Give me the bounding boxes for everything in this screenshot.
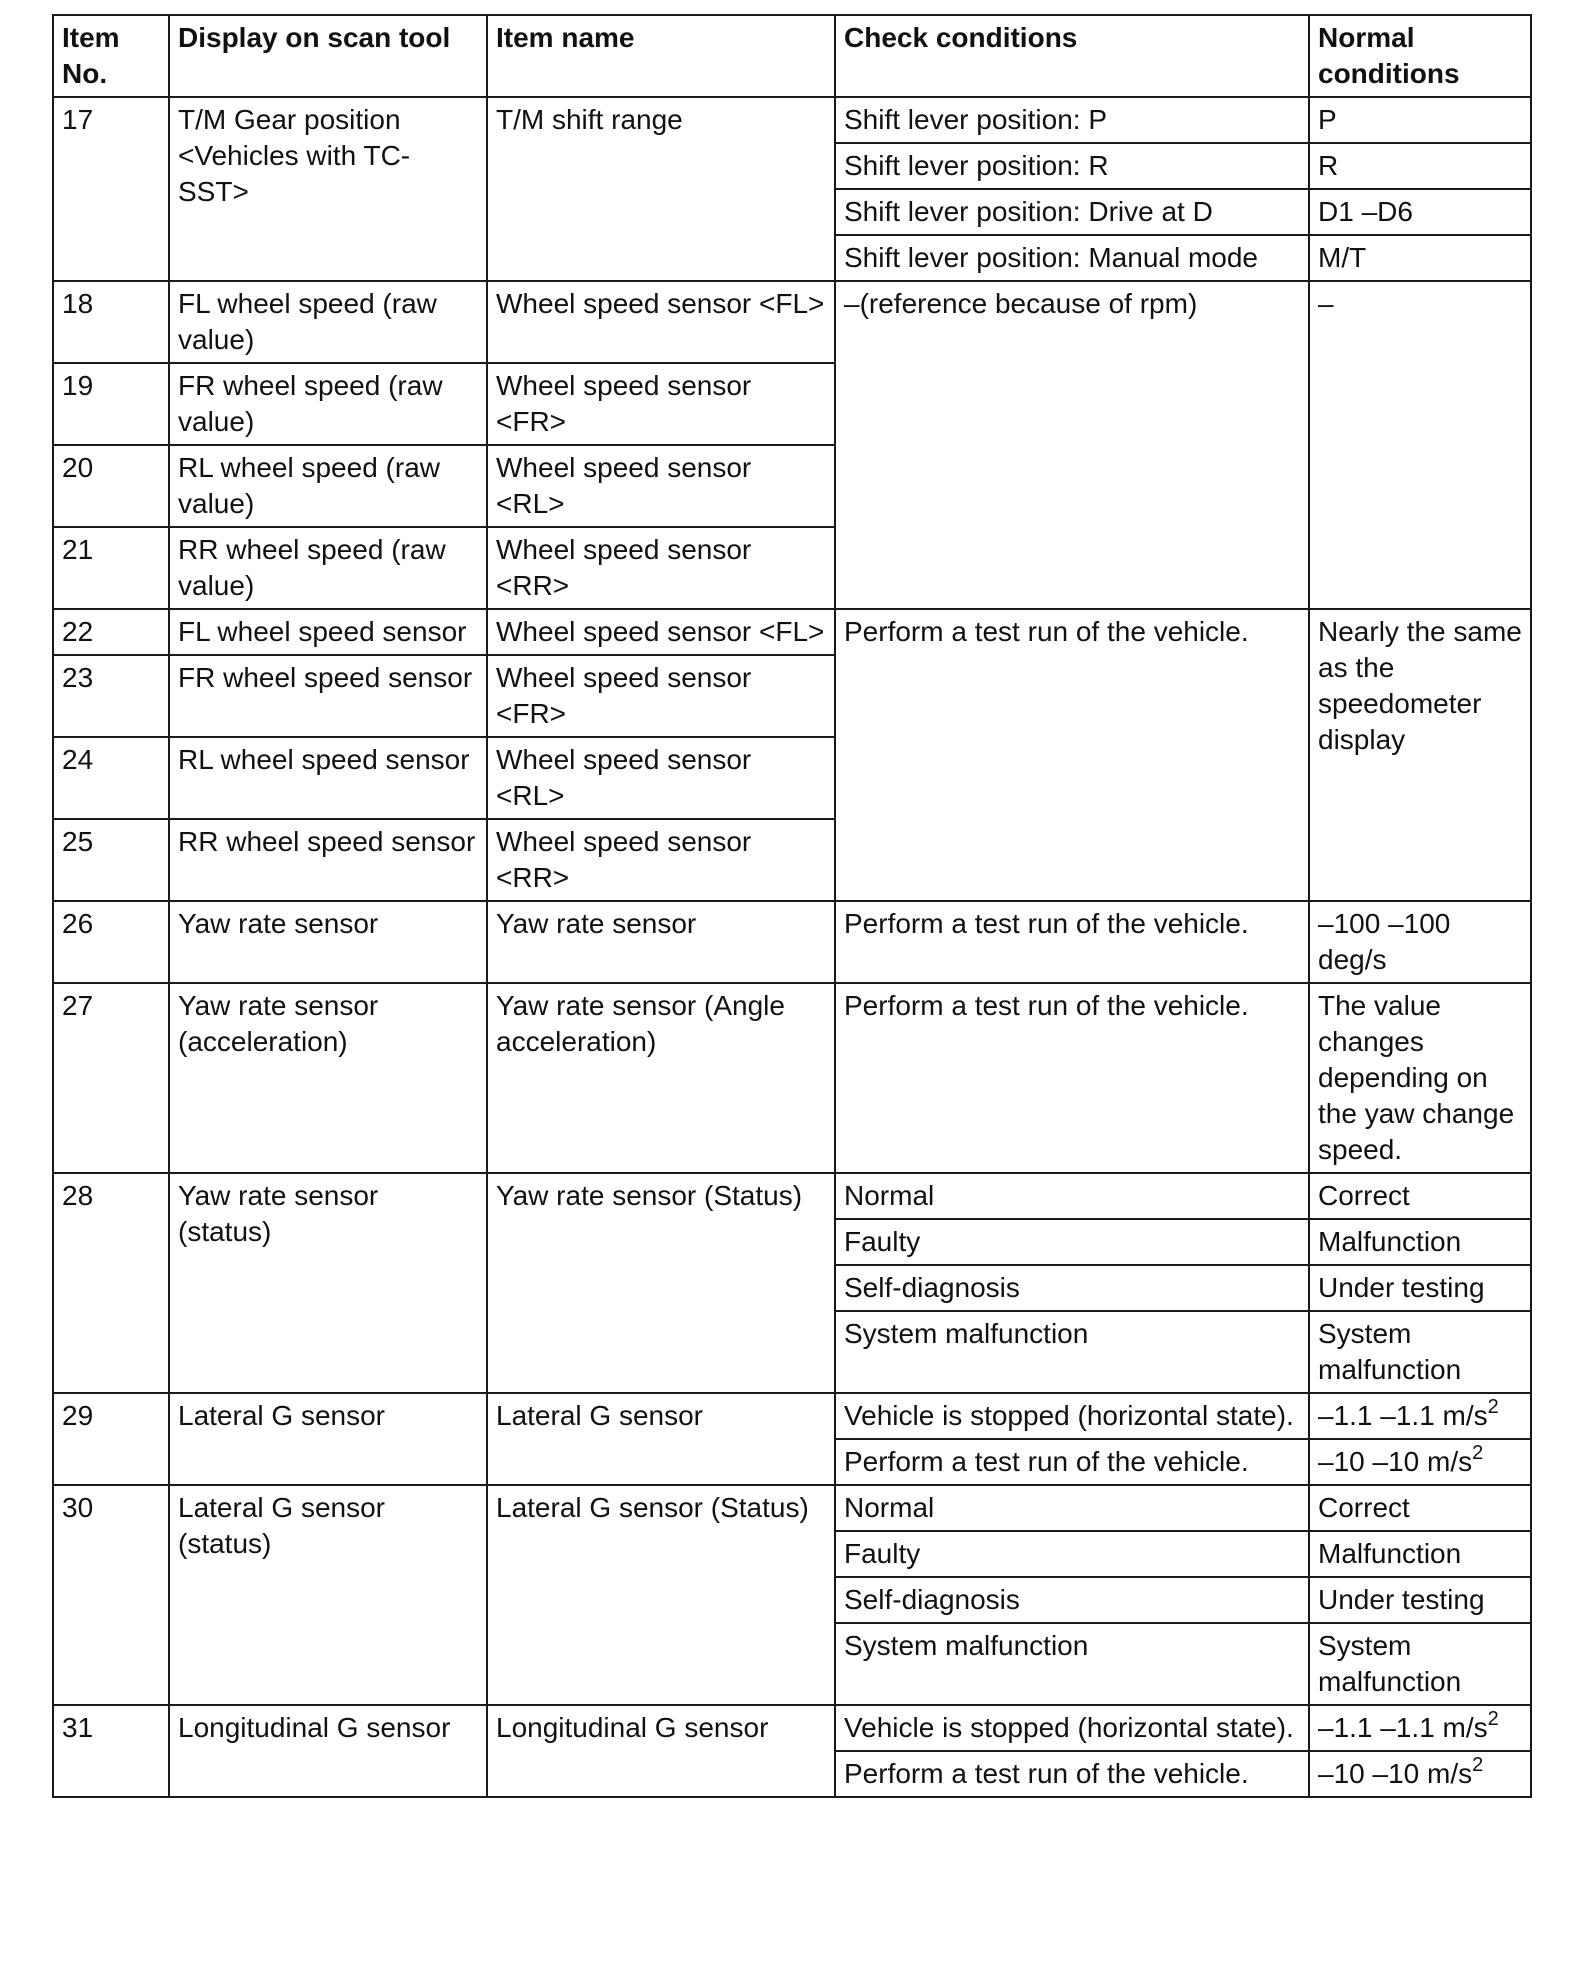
check-condition: System malfunction — [835, 1623, 1309, 1705]
display-on-scan-tool: FR wheel speed sensor — [169, 655, 487, 737]
item-name: Yaw rate sensor (Angle acceleration) — [487, 983, 835, 1173]
item-no: 20 — [53, 445, 169, 527]
normal-condition: –100 –100 deg/s — [1309, 901, 1531, 983]
check-condition: Perform a test run of the vehicle. — [835, 1439, 1309, 1485]
check-condition: Perform a test run of the vehicle. — [835, 609, 1309, 901]
normal-value: –10 –10 m/s — [1318, 1446, 1473, 1477]
normal-condition: – — [1309, 281, 1531, 609]
normal-condition: Malfunction — [1309, 1531, 1531, 1577]
normal-value: –10 –10 m/s — [1318, 1758, 1473, 1789]
check-condition: Shift lever position: Drive at D — [835, 189, 1309, 235]
display-on-scan-tool: Longitudinal G sensor — [169, 1705, 487, 1797]
display-on-scan-tool: FR wheel speed (raw value) — [169, 363, 487, 445]
table-row — [53, 983, 1531, 1173]
normal-value: –1.1 –1.1 m/s — [1318, 1400, 1488, 1431]
check-condition: Normal — [835, 1485, 1309, 1531]
display-on-scan-tool: FL wheel speed sensor — [169, 609, 487, 655]
item-name: Yaw rate sensor (Status) — [487, 1173, 835, 1393]
header-row — [53, 15, 1531, 97]
item-name: Longitudinal G sensor — [487, 1705, 835, 1797]
unit-exponent: 2 — [1487, 1395, 1499, 1418]
item-name: Wheel speed sensor <RR> — [487, 819, 835, 901]
item-name: T/M shift range — [487, 97, 835, 281]
display-on-scan-tool: Lateral G sensor (status) — [169, 1485, 487, 1705]
item-no: 29 — [53, 1393, 169, 1485]
item-no: 26 — [53, 901, 169, 983]
display-on-scan-tool: RL wheel speed (raw value) — [169, 445, 487, 527]
check-condition: Shift lever position: P — [835, 97, 1309, 143]
item-no: 28 — [53, 1173, 169, 1393]
item-name: Wheel speed sensor <RL> — [487, 445, 835, 527]
item-no: 31 — [53, 1705, 169, 1797]
item-name: Yaw rate sensor — [487, 901, 835, 983]
check-condition: Shift lever position: Manual mode — [835, 235, 1309, 281]
normal-condition — [1309, 1439, 1531, 1485]
display-on-scan-tool: FL wheel speed (raw value) — [169, 281, 487, 363]
item-no: 25 — [53, 819, 169, 901]
table-row — [53, 901, 1531, 983]
normal-condition — [1309, 1705, 1531, 1751]
item-no: 17 — [53, 97, 169, 281]
normal-condition: System malfunction — [1309, 1311, 1531, 1393]
item-no: 24 — [53, 737, 169, 819]
normal-condition — [1309, 1393, 1531, 1439]
normal-condition: The value changes depending on the yaw change speed. — [1309, 983, 1531, 1173]
table-row — [53, 609, 1531, 655]
table-row — [53, 1393, 1531, 1439]
table-row — [53, 97, 1531, 143]
normal-condition: Malfunction — [1309, 1219, 1531, 1265]
check-condition: Perform a test run of the vehicle. — [835, 901, 1309, 983]
normal-condition: M/T — [1309, 235, 1531, 281]
item-no: 27 — [53, 983, 169, 1173]
normal-condition: Nearly the same as the speedometer display — [1309, 609, 1531, 901]
item-name: Wheel speed sensor <FL> — [487, 609, 835, 655]
display-on-scan-tool: RL wheel speed sensor — [169, 737, 487, 819]
check-condition: Vehicle is stopped (horizontal state). — [835, 1393, 1309, 1439]
unit-exponent: 2 — [1472, 1441, 1484, 1464]
check-condition: Self-diagnosis — [835, 1577, 1309, 1623]
normal-condition: Correct — [1309, 1173, 1531, 1219]
display-on-scan-tool: Yaw rate sensor — [169, 901, 487, 983]
normal-condition: Under testing — [1309, 1577, 1531, 1623]
check-condition: Shift lever position: R — [835, 143, 1309, 189]
display-on-scan-tool: RR wheel speed sensor — [169, 819, 487, 901]
display-on-scan-tool: T/M Gear position <Vehicles with TC-SST> — [169, 97, 487, 281]
table-row — [53, 1705, 1531, 1751]
table-row — [53, 1485, 1531, 1531]
data-table — [52, 14, 1532, 1798]
normal-condition: R — [1309, 143, 1531, 189]
check-condition: Faulty — [835, 1531, 1309, 1577]
item-no: 19 — [53, 363, 169, 445]
normal-condition: Under testing — [1309, 1265, 1531, 1311]
normal-condition — [1309, 1751, 1531, 1797]
item-name: Wheel speed sensor <FL> — [487, 281, 835, 363]
header-normal-conditions: Normal conditions — [1309, 15, 1531, 97]
display-on-scan-tool: Yaw rate sensor (acceleration) — [169, 983, 487, 1173]
unit-exponent: 2 — [1472, 1753, 1484, 1776]
item-no: 23 — [53, 655, 169, 737]
check-condition: Perform a test run of the vehicle. — [835, 1751, 1309, 1797]
normal-condition: D1 –D6 — [1309, 189, 1531, 235]
table-row — [53, 281, 1531, 363]
item-no: 18 — [53, 281, 169, 363]
header-display: Display on scan tool — [169, 15, 487, 97]
display-on-scan-tool: RR wheel speed (raw value) — [169, 527, 487, 609]
normal-condition: P — [1309, 97, 1531, 143]
check-condition: –(reference because of rpm) — [835, 281, 1309, 609]
item-name: Wheel speed sensor <FR> — [487, 363, 835, 445]
item-name: Lateral G sensor (Status) — [487, 1485, 835, 1705]
check-condition: Perform a test run of the vehicle. — [835, 983, 1309, 1173]
table-row — [53, 1173, 1531, 1219]
item-no: 21 — [53, 527, 169, 609]
check-condition: Faulty — [835, 1219, 1309, 1265]
item-no: 22 — [53, 609, 169, 655]
normal-condition: Correct — [1309, 1485, 1531, 1531]
check-condition: Self-diagnosis — [835, 1265, 1309, 1311]
normal-value: –1.1 –1.1 m/s — [1318, 1712, 1488, 1743]
item-name: Lateral G sensor — [487, 1393, 835, 1485]
item-name: Wheel speed sensor <RL> — [487, 737, 835, 819]
header-item-no: Item No. — [53, 15, 169, 97]
header-item-name: Item name — [487, 15, 835, 97]
item-name: Wheel speed sensor <RR> — [487, 527, 835, 609]
normal-condition: System malfunction — [1309, 1623, 1531, 1705]
display-on-scan-tool: Yaw rate sensor (status) — [169, 1173, 487, 1393]
display-on-scan-tool: Lateral G sensor — [169, 1393, 487, 1485]
check-condition: Vehicle is stopped (horizontal state). — [835, 1705, 1309, 1751]
header-check-conditions: Check conditions — [835, 15, 1309, 97]
item-no: 30 — [53, 1485, 169, 1705]
item-name: Wheel speed sensor <FR> — [487, 655, 835, 737]
check-condition: System malfunction — [835, 1311, 1309, 1393]
unit-exponent: 2 — [1487, 1707, 1499, 1730]
check-condition: Normal — [835, 1173, 1309, 1219]
